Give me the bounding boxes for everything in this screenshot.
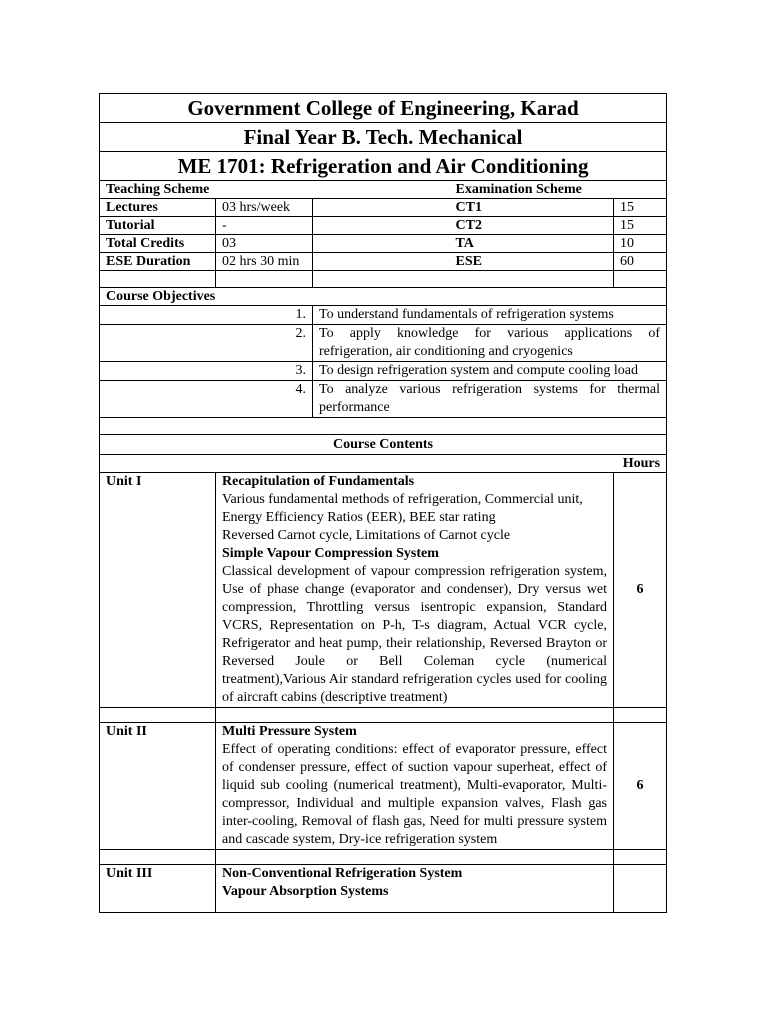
course-title: ME 1701: Refrigeration and Air Conditioning [100, 152, 667, 181]
teaching-label: Lectures [100, 199, 216, 217]
objective-item [100, 362, 667, 381]
unit-topic-text: Reversed Carnot cycle, Limitations of Carnot cycle [222, 528, 511, 543]
scheme-row [100, 199, 667, 217]
teaching-value: 03 hrs/week [216, 199, 313, 217]
exam-value: 60 [614, 253, 667, 271]
unit-row [100, 723, 667, 850]
objective-text: To analyze various refrigeration systems for thermal performance [313, 381, 667, 418]
unit-content [216, 723, 614, 850]
unit-topic-text: Energy Efficiency Ratios (EER), BEE star rating [222, 510, 496, 525]
exam-label: CT2 [450, 217, 614, 235]
unit-hours: 6 [614, 723, 667, 850]
objective-item [100, 325, 667, 362]
teaching-value: 02 hrs 30 min [216, 253, 313, 271]
unit-row [100, 473, 667, 708]
blank-row [100, 418, 667, 435]
scheme-row [100, 235, 667, 253]
unit-hours [614, 865, 667, 913]
objective-text: To understand fundamentals of refrigeration systems [313, 306, 667, 325]
unit-content [216, 473, 614, 708]
course-contents-heading: Course Contents [100, 435, 667, 455]
unit-topic-heading: Simple Vapour Compression System [222, 546, 439, 561]
teaching-scheme-heading: Teaching Scheme [100, 181, 450, 199]
unit-hours: 6 [614, 473, 667, 708]
unit-topic-text: Various fundamental methods of refrigeration, Commercial unit, [222, 492, 583, 507]
teaching-label: ESE Duration [100, 253, 216, 271]
teaching-value: - [216, 217, 313, 235]
program-title: Final Year B. Tech. Mechanical [100, 123, 667, 152]
objective-text: To design refrigeration system and compute cooling load [313, 362, 667, 381]
unit-topic-text: Classical development of vapour compression refrigeration system, Use of phase change (evaporator and condenser), Dry versus wet compression, Throttling versus isentropic expansion, Standard VCRS, Representation on P-h, T-s diagram, Actual VCR cycle, Refrigerator and heat pump, their relationship, Reversed Brayton or Reversed Joule or Bell Coleman cycle (numerical treatment),Various Air standard refrigeration cycles used for cooling of aircraft cabins (descriptive treatment) [222, 564, 607, 705]
unit-row [100, 865, 667, 913]
hours-label: Hours [100, 455, 667, 473]
unit-name: Unit I [100, 473, 216, 708]
spacer-cell [313, 199, 450, 217]
unit-name: Unit II [100, 723, 216, 850]
teaching-label: Tutorial [100, 217, 216, 235]
exam-label: CT1 [450, 199, 614, 217]
scheme-row [100, 217, 667, 235]
examination-scheme-heading: Examination Scheme [450, 181, 667, 199]
spacer-cell [313, 217, 450, 235]
exam-label: ESE [450, 253, 614, 271]
objective-number: 1. [100, 306, 313, 325]
blank-row [100, 850, 667, 865]
objective-item [100, 306, 667, 325]
objective-text: To apply knowledge for various applications of refrigeration, air conditioning and cryogenics [313, 325, 667, 362]
exam-value: 15 [614, 199, 667, 217]
teaching-label: Total Credits [100, 235, 216, 253]
teaching-value: 03 [216, 235, 313, 253]
objective-number: 3. [100, 362, 313, 381]
unit-topic-heading: Multi Pressure System [222, 724, 357, 739]
unit-topic-heading: Non-Conventional Refrigeration System [222, 866, 463, 881]
objective-number: 2. [100, 325, 313, 362]
blank-row [100, 271, 667, 288]
unit-topic-heading: Recapitulation of Fundamentals [222, 474, 415, 489]
spacer-cell [313, 253, 450, 271]
spacer-cell [313, 235, 450, 253]
blank-row [100, 708, 667, 723]
syllabus-document [99, 93, 666, 913]
syllabus-table [99, 93, 667, 913]
objective-number: 4. [100, 381, 313, 418]
scheme-row [100, 253, 667, 271]
college-title: Government College of Engineering, Karad [100, 94, 667, 123]
unit-name: Unit III [100, 865, 216, 913]
exam-label: TA [450, 235, 614, 253]
unit-content [216, 865, 614, 913]
unit-topic-text: Effect of operating conditions: effect of evaporator pressure, effect of condenser pressure, effect of suction vapour superheat, effect of liquid sub cooling (numerical treatment), Multi-evaporator, Multi-compressor, Individual and multiple expansion valves, Flash gas inter-cooling, Removal of flash gas, Need for multi pressure system and cascade system, Dry-ice refrigeration system [222, 742, 607, 847]
objective-item [100, 381, 667, 418]
objectives-heading: Course Objectives [100, 288, 667, 306]
exam-value: 15 [614, 217, 667, 235]
unit-topic-heading: Vapour Absorption Systems [222, 884, 389, 899]
exam-value: 10 [614, 235, 667, 253]
